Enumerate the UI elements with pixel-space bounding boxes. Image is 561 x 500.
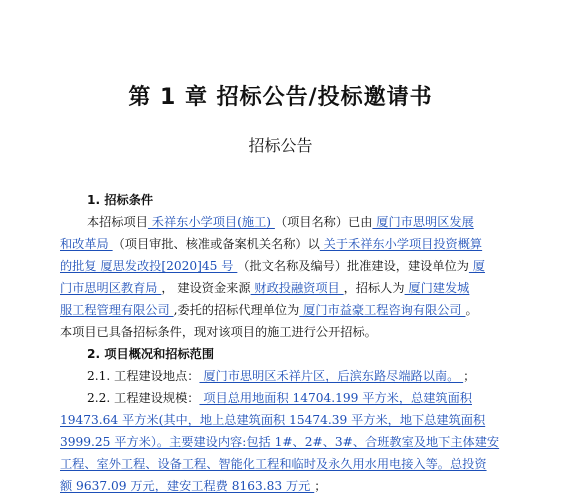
chapter-title: 第 1 章 招标公告/投标邀请书 bbox=[128, 85, 433, 110]
filled-field: 关于禾祥东小学项目投资概算 bbox=[319, 237, 483, 251]
filled-field: 额 9637.09 万元，建安工程费 8163.83 万元 bbox=[60, 479, 315, 493]
paragraph-line bbox=[60, 302, 478, 319]
filled-field: 的批复 厦思发改投[2020]45 号 bbox=[60, 259, 238, 273]
static-text: 本招标项目 bbox=[87, 215, 148, 229]
paragraph-line bbox=[60, 324, 377, 341]
static-text: ， 建设资金来源 bbox=[161, 281, 251, 295]
paragraph-line bbox=[60, 280, 469, 297]
filled-field: 和改革局 bbox=[60, 237, 113, 251]
static-text: 。 bbox=[465, 303, 478, 317]
paragraph-line bbox=[60, 258, 485, 275]
filled-field: 19473.64 平方米(其中，地上总建筑面积 15474.39 平方米，地下总建筑面积 bbox=[60, 413, 486, 427]
section-heading-1: 1. 招标条件 bbox=[87, 193, 154, 207]
paragraph-line bbox=[60, 412, 485, 429]
paragraph-line bbox=[87, 390, 472, 407]
filled-field: 工程、室外工程、设备工程、智能化工程和临时及永久用水用电接入等。总投资 bbox=[60, 457, 487, 471]
filled-field: 财政投融资项目 bbox=[250, 281, 344, 295]
paragraph-line bbox=[60, 478, 326, 495]
filled-field: 厦门市益豪工程咨询有限公司 bbox=[299, 303, 466, 317]
paragraph-line bbox=[60, 456, 487, 473]
static-text: 2.1. 工程建设地点： bbox=[87, 369, 200, 383]
paragraph-line bbox=[60, 236, 482, 253]
static-text: ； bbox=[463, 369, 476, 383]
static-text: ，招标人为 bbox=[343, 281, 405, 295]
filled-field: 禾祥东小学项目(施工) bbox=[147, 215, 275, 229]
filled-field: 项目总用地面积 14704.199 平方米，总建筑面积 bbox=[199, 391, 472, 405]
filled-field: 厦门市思明区禾祥片区，后滨东路尽端路以南。 bbox=[199, 369, 464, 383]
static-text: （项目审批、核准或备案机关名称）以 bbox=[112, 237, 320, 251]
paragraph-line bbox=[87, 214, 474, 231]
static-text: 本项目已具备招标条件，现对该项目的施工进行公开招标。 bbox=[60, 325, 377, 339]
paragraph-line bbox=[60, 434, 499, 451]
filled-field: 厦 bbox=[468, 259, 485, 273]
static-text: （批文名称及编号）批准建设，建设单位为 bbox=[237, 259, 469, 273]
static-text: ； bbox=[314, 479, 327, 493]
section-heading-2: 2. 项目概况和招标范围 bbox=[87, 347, 215, 361]
static-text: （项目名称）已由 bbox=[274, 215, 373, 229]
section-subtitle: 招标公告 bbox=[248, 136, 313, 155]
static-text: 2.2. 工程建设规模： bbox=[87, 391, 200, 405]
filled-field: 门市思明区教育局 bbox=[60, 281, 162, 295]
static-text: ,委托的招标代理单位为 bbox=[173, 303, 300, 317]
filled-field: 服工程管理有限公司 bbox=[60, 303, 174, 317]
filled-field: 3999.25 平方米）。主要建设内容:包括 1#、2#、3#、合班教室及地下主体建安 bbox=[60, 435, 500, 449]
paragraph-line bbox=[87, 368, 475, 385]
filled-field: 厦门建发城 bbox=[404, 281, 470, 295]
filled-field: 厦门市思明区发展 bbox=[372, 215, 474, 229]
